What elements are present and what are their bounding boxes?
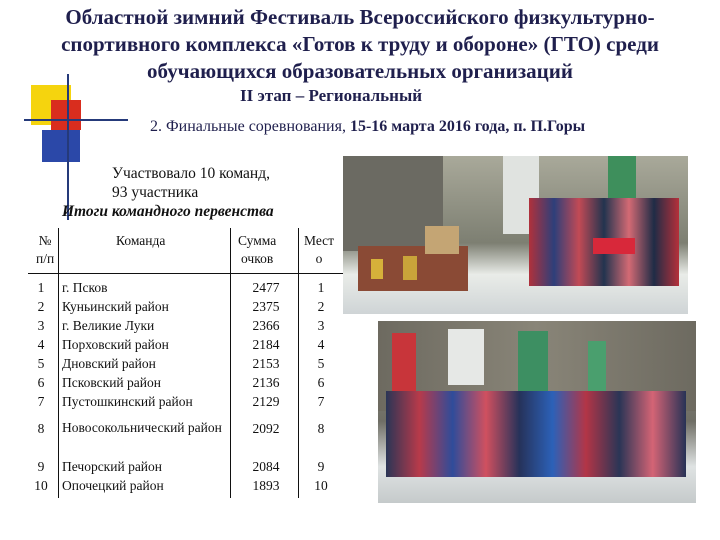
row-place: 9 xyxy=(317,459,325,474)
row-place: 1 xyxy=(317,280,325,295)
participants-count: 93 участника xyxy=(112,184,199,201)
column-separator-points xyxy=(298,228,299,498)
row-place: 10 xyxy=(314,478,328,493)
row-points: 2153 xyxy=(252,356,280,371)
row-place: 2 xyxy=(317,299,325,314)
row-points: 2477 xyxy=(252,280,280,295)
photo-team-banner xyxy=(593,238,635,254)
header-points-line2: очков xyxy=(241,251,274,266)
photo-easel xyxy=(425,226,459,254)
decor-vertical-line xyxy=(67,74,69,220)
participation-stats xyxy=(62,164,274,221)
row-team: Куньинский район xyxy=(62,299,169,314)
header-place-line1: Мест xyxy=(304,233,335,248)
row-points: 2092 xyxy=(252,421,280,436)
finals-dates: 15-16 марта 2016 года, п. П.Горы xyxy=(349,118,586,135)
finals-info xyxy=(150,118,585,136)
photo-trophy xyxy=(403,256,417,280)
row-number: 1 xyxy=(37,280,45,295)
row-number: 5 xyxy=(37,356,45,371)
row-points: 1893 xyxy=(252,478,280,493)
decor-horizontal-line xyxy=(24,119,128,121)
row-team: Дновский район xyxy=(62,356,156,371)
photo-team-group xyxy=(386,391,686,477)
title-line-3: обучающихся образовательных организаций xyxy=(147,59,573,83)
row-number: 7 xyxy=(37,394,45,409)
row-place: 7 xyxy=(317,394,325,409)
header-number xyxy=(36,232,54,268)
row-number: 9 xyxy=(37,459,45,474)
row-team: Пустошкинский район xyxy=(62,394,193,409)
row-place: 3 xyxy=(317,318,325,333)
row-points: 2184 xyxy=(252,337,280,352)
row-points: 2375 xyxy=(252,299,280,314)
results-table xyxy=(28,228,348,528)
title-line-1: Областной зимний Фестиваль Всероссийского физкультурно- xyxy=(65,5,655,29)
row-points: 2366 xyxy=(252,318,280,333)
header-place-line2: о xyxy=(315,251,323,266)
header-number-line2: п/п xyxy=(36,251,55,266)
row-team: Псковский район xyxy=(62,375,161,390)
stage-subtitle: II этап – Региональный xyxy=(240,86,423,105)
row-team: Печорский район xyxy=(62,459,163,474)
teams-count: Участвовало 10 команд, xyxy=(112,165,270,182)
row-number: 2 xyxy=(37,299,45,314)
page-title xyxy=(20,4,700,85)
row-place: 4 xyxy=(317,337,325,352)
row-team: Опочецкий район xyxy=(62,478,164,493)
decor-blue-square xyxy=(42,130,80,162)
finals-prefix: 2. Финальные соревнования, xyxy=(150,118,350,135)
row-number: 3 xyxy=(37,318,45,333)
table-caption: Итоги командного первенства xyxy=(62,203,274,220)
photo-flag xyxy=(392,333,416,393)
row-points: 2129 xyxy=(252,394,280,409)
column-separator-number xyxy=(58,228,59,498)
row-team: Порховский район xyxy=(62,337,169,352)
photo-trophy xyxy=(371,259,383,279)
row-place: 5 xyxy=(317,356,325,371)
row-number: 10 xyxy=(34,478,48,493)
row-place: 8 xyxy=(317,421,325,436)
photo-flag xyxy=(588,341,606,391)
header-team: Команда xyxy=(116,233,166,248)
row-number: 8 xyxy=(37,421,45,436)
column-separator-team xyxy=(230,228,231,498)
row-number: 4 xyxy=(37,337,45,352)
photo-flag xyxy=(518,331,548,391)
row-team: г. Псков xyxy=(62,280,108,295)
row-team: г. Великие Луки xyxy=(62,318,155,333)
title-line-2: спортивного комплекса «Готов к труду и обороне» (ГТО) среди xyxy=(61,32,659,56)
decor-red-square xyxy=(51,100,81,130)
row-place: 6 xyxy=(317,375,325,390)
header-points-line1: Сумма xyxy=(238,233,277,248)
row-number: 6 xyxy=(37,375,45,390)
row-points: 2084 xyxy=(252,459,280,474)
header-points xyxy=(238,232,276,268)
row-team: Новосокольнический район xyxy=(62,420,222,435)
row-points: 2136 xyxy=(252,375,280,390)
header-place xyxy=(304,232,334,268)
header-separator xyxy=(28,273,348,274)
photo-banner xyxy=(448,329,484,385)
team-group-photo xyxy=(378,321,696,503)
header-number-line1: № xyxy=(38,233,52,248)
award-ceremony-photo xyxy=(343,156,688,314)
